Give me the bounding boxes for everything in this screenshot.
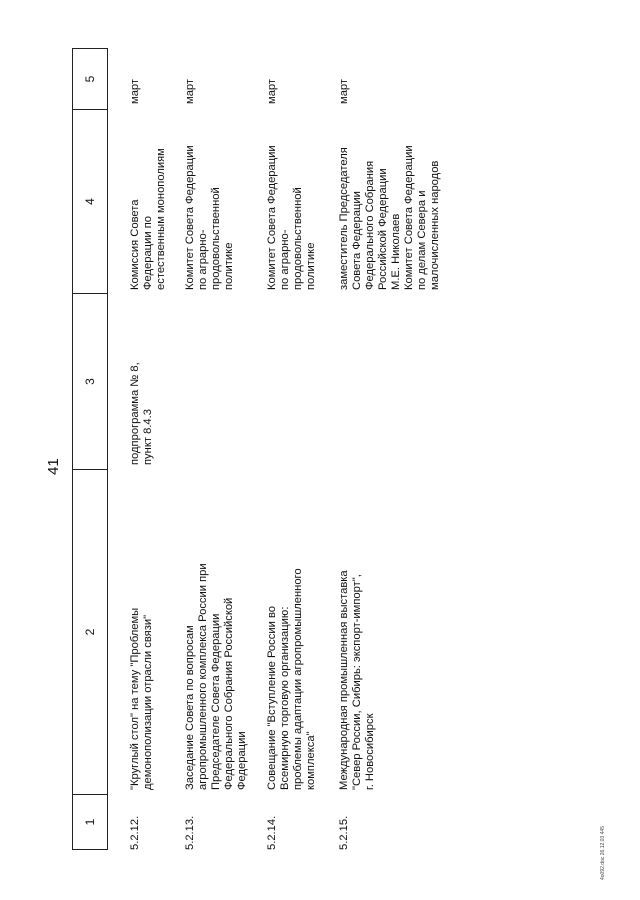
table-header — [72, 48, 108, 850]
event-description: Совещание "Вступление России во Всемирную торговую организацию: проблемы адаптации агропромышленного комплекса" — [266, 568, 317, 790]
column-header-1: 1 — [73, 795, 107, 850]
column-header-4: 4 — [73, 110, 107, 294]
event-date: март — [338, 78, 350, 104]
column-header-5: 5 — [73, 48, 107, 110]
responsible-body: Комиссия Совета Федерации по естественным монополиям — [129, 148, 167, 290]
row-number: 5.2.12. — [129, 815, 141, 850]
row-number: 5.2.14. — [266, 815, 278, 850]
event-date: март — [129, 78, 141, 104]
event-description: Заседание Совета по вопросам агропромышленного комплекса России при Председателе Совета Федерации Федерального Собрания Российской Федерации — [184, 563, 248, 790]
responsible-body: заместитель Председателя Совета Федерации Федерального Собрания Российской Федерации М.Е. Николаев Комитет Совета Федерации по делам Севера и малочисленных народов — [338, 145, 441, 290]
responsible-body: Комитет Совета Федерации по аграрно- продовольственной политике — [184, 145, 235, 290]
event-description: Международная промышленная выставка "Север России, Сибирь: экспорт-импорт", г. Новосибирск — [338, 570, 376, 790]
row-number: 5.2.15. — [338, 815, 350, 850]
responsible-body: Комитет Совета Федерации по аграрно- продовольственной политике — [266, 145, 317, 290]
plan-reference: подпрограмма № 8, пункт 8.4.3 — [129, 362, 154, 465]
row-number: 5.2.13. — [184, 815, 196, 850]
event-date: март — [266, 78, 278, 104]
page-number: 41 — [45, 458, 62, 475]
footer-stamp: 4о092.doc 26.12.03 445 — [600, 826, 606, 880]
column-header-2: 2 — [73, 470, 107, 795]
event-date: март — [184, 78, 196, 104]
events-table — [72, 48, 441, 850]
event-description: "Круглый стол" на тему "Проблемы демонополизации отрасли связи" — [129, 607, 154, 790]
column-header-3: 3 — [73, 294, 107, 470]
